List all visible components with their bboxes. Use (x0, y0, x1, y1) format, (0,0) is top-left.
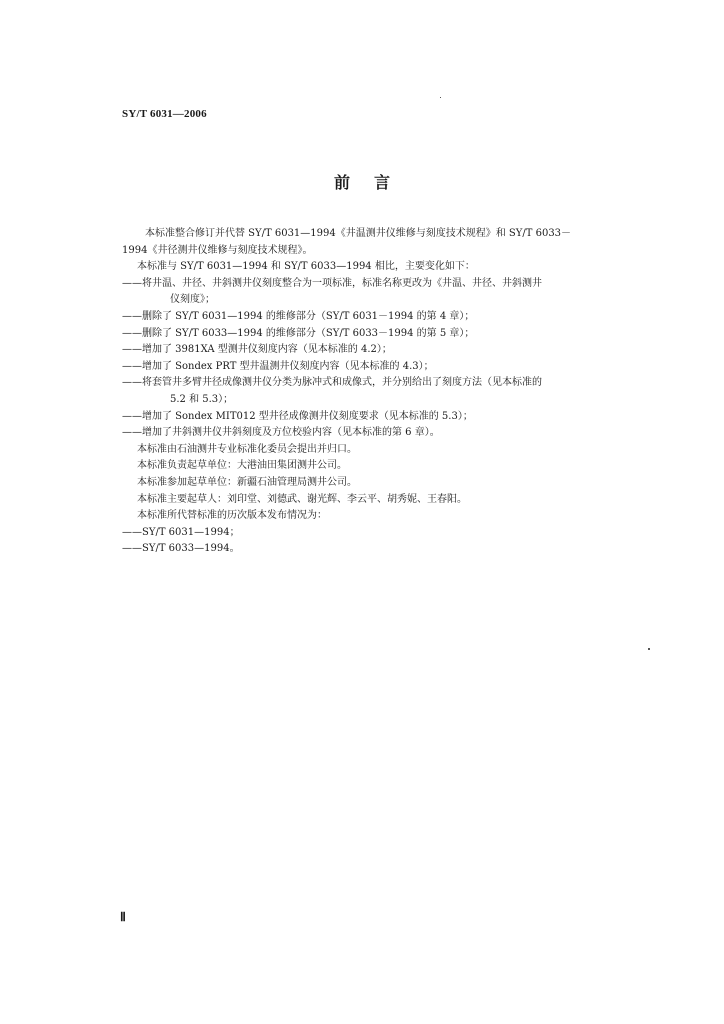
scan-speck (648, 648, 650, 650)
foreword-body (122, 226, 635, 558)
page-number: Ⅱ (120, 910, 126, 924)
standard-code-header: SY/T 6031—2006 (122, 108, 207, 120)
history-item: ——SY/T 6033—1994。 (122, 543, 240, 555)
change-item: ——增加了 Sondex PRT 型井温测井仪刻度内容（见本标准的 4.3）； (122, 360, 434, 372)
scan-speck (440, 97, 441, 98)
change-item: ——增加了井斜测井仪井斜刻度及方位校验内容（见本标准的第 6 章）。 (122, 427, 440, 439)
change-item: ——增加了 3981XA 型测井仪刻度内容（见本标准的 4.2）； (122, 344, 392, 356)
change-item: ——增加了 Sondex MIT012 型井径成像测井仪刻度要求（见本标准的 5.3）； (122, 410, 473, 422)
change-item: ——删除了 SY/T 6031—1994 的维修部分（SY/T 6031－1994 的第 4 章）； (122, 310, 475, 322)
change-item: ——删除了 SY/T 6033—1994 的维修部分（SY/T 6033－1994 的第 5 章）； (122, 327, 475, 339)
paragraph-line: 本标准整合修订并代替 SY/T 6031—1994《井温测井仪维修与刻度技术规程》和 SY/T 6033－ (145, 228, 572, 239)
change-item: ——将井温、井径、井斜测井仪刻度整合为一项标准，标准名称更改为《井温、井径、井斜测井 (122, 277, 542, 289)
paragraph-line: 本标准负责起草单位：大港油田集团测井公司。 (137, 460, 347, 472)
change-item: ——将套管井多臂井径成像测井仪分类为脉冲式和成像式，并分别给出了刻度方法（见本标准的 (122, 377, 542, 389)
change-item-continuation: 5.2 和 5.3）； (170, 393, 234, 405)
paragraph-line: 1994《井径测井仪维修与刻度技术规程》。 (122, 244, 313, 256)
change-item-continuation: 仪刻度》； (170, 294, 215, 306)
paragraph-line: 本标准参加起草单位：新疆石油管理局测井公司。 (137, 476, 357, 488)
paragraph-line: 本标准由石油测井专业标准化委员会提出并归口。 (137, 443, 357, 455)
paragraph-line: 本标准所代替标准的历次版本发布情况为： (137, 510, 327, 522)
history-item: ——SY/T 6031—1994； (122, 526, 240, 538)
paragraph-line: 本标准主要起草人：刘印堂、刘德武、谢光辉、李云平、胡秀妮、王春阳。 (137, 493, 467, 505)
page-title: 前言 (333, 173, 414, 192)
paragraph-line: 本标准与 SY/T 6031—1994 和 SY/T 6033—1994 相比，主要变化如下： (137, 261, 475, 273)
